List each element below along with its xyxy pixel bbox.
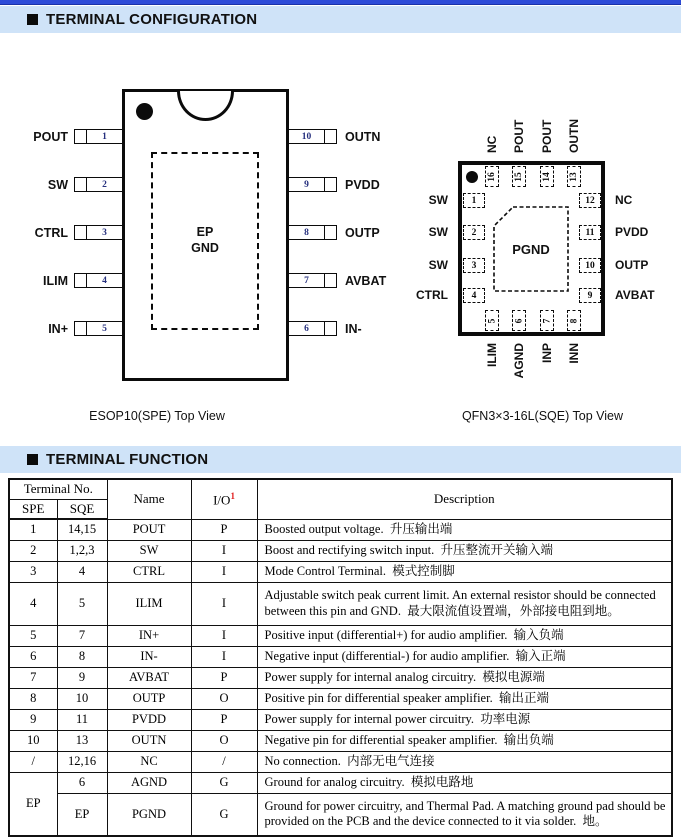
pin-label: AGND [512, 343, 526, 379]
pin-label: AVBAT [615, 288, 655, 302]
pin-label: OUTP [345, 226, 380, 240]
table-row: 1 14,15 POUT P Boosted output voltage. 升压输出端 [9, 519, 672, 540]
pin-label: POUT [540, 119, 554, 153]
pin-number: 3 [471, 260, 477, 271]
table-row: / 12,16 NC / No connection. 内部无电气连接 [9, 751, 672, 772]
col-header-io: $I/O^1$ [191, 479, 257, 519]
pin-pad [579, 193, 601, 208]
terminal-function-table [8, 478, 673, 837]
col-header-spe: SPE [9, 499, 57, 519]
pin-label: SW [428, 225, 448, 239]
pin-pad [567, 310, 581, 331]
pin-number: 7 [288, 273, 325, 288]
pin-lead [324, 129, 337, 144]
pin-pad [540, 166, 554, 187]
esop-caption: ESOP10(SPE) Top View [89, 409, 225, 423]
pin-pad [485, 310, 499, 331]
table-row: 5 7 IN+ I Positive input (differential+) for audio amplifier. 输入负端 [9, 625, 672, 646]
pin-number: 13 [569, 171, 579, 182]
pin-pad [512, 166, 526, 187]
qfn-pad-label: PGND [512, 241, 550, 257]
section-header-function [0, 446, 681, 473]
table-row: 9 11 PVDD P Power supply for internal power circuitry. 功率电源 [9, 709, 672, 730]
pin-pad [540, 310, 554, 331]
pin-pad [463, 258, 485, 273]
pin-number: 5 [86, 321, 123, 336]
pin-label: OUTN [345, 130, 381, 144]
pin-label: SW [428, 193, 448, 207]
pin-number: 2 [471, 227, 477, 238]
section-title: TERMINAL FUNCTION [46, 451, 209, 468]
pin-number: 7 [542, 318, 552, 323]
footnote-marker: 1 [230, 490, 235, 501]
qfn-pin1-dot-icon [466, 171, 478, 183]
table-row: 3 4 CTRL I Mode Control Terminal. 模式控制脚 [9, 561, 672, 582]
pin-lead [324, 321, 337, 336]
table-row: 4 5 ILIM I Adjustable switch peak current limit. An external resistor should be connected between this pin and GND. 最大限流值设置端，外部接电阻到地。 [9, 582, 672, 625]
pin-label: IN- [345, 322, 362, 336]
table-row: 7 9 AVBAT P Power supply for internal analog circuitry. 模拟电源端 [9, 667, 672, 688]
table-row: EP PGND G Ground for power circuitry, and Thermal Pad. A matching ground pad should be provided on the PCB and the device connected to it via solder. 地。 [9, 793, 672, 836]
pin-label: OUTP [615, 258, 649, 272]
pin-pad [463, 288, 485, 303]
pin-label: OUTN [567, 119, 581, 153]
pin-number: 11 [585, 227, 595, 238]
pin-label: POUT [512, 119, 526, 153]
table-row: 8 10 OUTP O Positive pin for differential speaker amplifier. 输出正端 [9, 688, 672, 709]
pin-pad [579, 225, 601, 240]
pin-number: 6 [514, 318, 524, 323]
pin-number: 15 [514, 171, 524, 182]
pin-pad [579, 288, 601, 303]
pin-pad [567, 166, 581, 187]
square-bullet-icon [27, 454, 38, 465]
pin-number: 1 [471, 195, 477, 206]
pin-lead [324, 273, 337, 288]
pin-label: INN [567, 343, 581, 364]
pin-lead [324, 177, 337, 192]
table-row: 2 1,2,3 SW I Boost and rectifying switch input. 升压整流开关输入端 [9, 540, 672, 561]
pin-number: 16 [487, 171, 497, 182]
table-row: EP 6 AGND G Ground for analog circuitry. 模拟电路地 [9, 772, 672, 793]
pin-label: PVDD [615, 225, 649, 239]
pin-label: IN+ [48, 322, 68, 336]
pin-number: 4 [86, 273, 123, 288]
pin-label: CTRL [416, 288, 448, 302]
col-header-terminal-no: Terminal No. [9, 479, 107, 499]
pin-number: 5 [487, 318, 497, 323]
pin-number: 8 [569, 318, 579, 323]
pin-label: SW [428, 258, 448, 272]
table-row: 6 8 IN- I Negative input (differential-) for audio amplifier. 输入正端 [9, 646, 672, 667]
pin-pad [579, 258, 601, 273]
section-title: TERMINAL CONFIGURATION [46, 11, 258, 28]
top-rule [0, 0, 681, 5]
pin-number: 3 [86, 225, 123, 240]
pin-number: 9 [587, 290, 593, 301]
pin-label: NC [615, 193, 633, 207]
pin-label: NC [485, 135, 499, 153]
pin-number: 1 [86, 129, 123, 144]
pin-pad [463, 193, 485, 208]
col-header-description: Description [257, 479, 672, 519]
pin-number: 9 [288, 177, 325, 192]
pin-label: INP [540, 343, 554, 364]
pin-number: 6 [288, 321, 325, 336]
esop-exposed-pad [151, 152, 259, 330]
pin-pad [485, 166, 499, 187]
pin-number: 8 [288, 225, 325, 240]
qfn-caption: QFN3×3-16L(SQE) Top View [461, 409, 624, 423]
pin-label: PVDD [345, 178, 380, 192]
pin-lead [324, 225, 337, 240]
pin-pad [512, 310, 526, 331]
pin-label: POUT [33, 130, 68, 144]
pin-number: 4 [471, 290, 477, 301]
table-header-row [9, 479, 672, 499]
col-header-sqe: SQE [57, 499, 107, 519]
pin-label: CTRL [34, 226, 68, 240]
esop-pin1-dot-icon [136, 103, 153, 120]
section-header-configuration [0, 6, 681, 33]
esop-pad-label: EP [196, 225, 214, 240]
pin-label: ILIM [43, 274, 68, 288]
pin-number: 10 [288, 129, 325, 144]
pin-pad [463, 225, 485, 240]
pin-number: 2 [86, 177, 123, 192]
square-bullet-icon [27, 14, 38, 25]
table-row: 10 13 OUTN O Negative pin for differential speaker amplifier. 输出负端 [9, 730, 672, 751]
pin-label: AVBAT [345, 274, 387, 288]
pin-number: 12 [585, 195, 595, 206]
pin-number: 14 [542, 171, 552, 182]
esop-pad-label: GND [191, 241, 219, 255]
pin-label: SW [47, 178, 68, 192]
pin-number: 10 [585, 260, 595, 271]
pin-label: ILIM [485, 343, 499, 367]
col-header-name: Name [107, 479, 191, 519]
